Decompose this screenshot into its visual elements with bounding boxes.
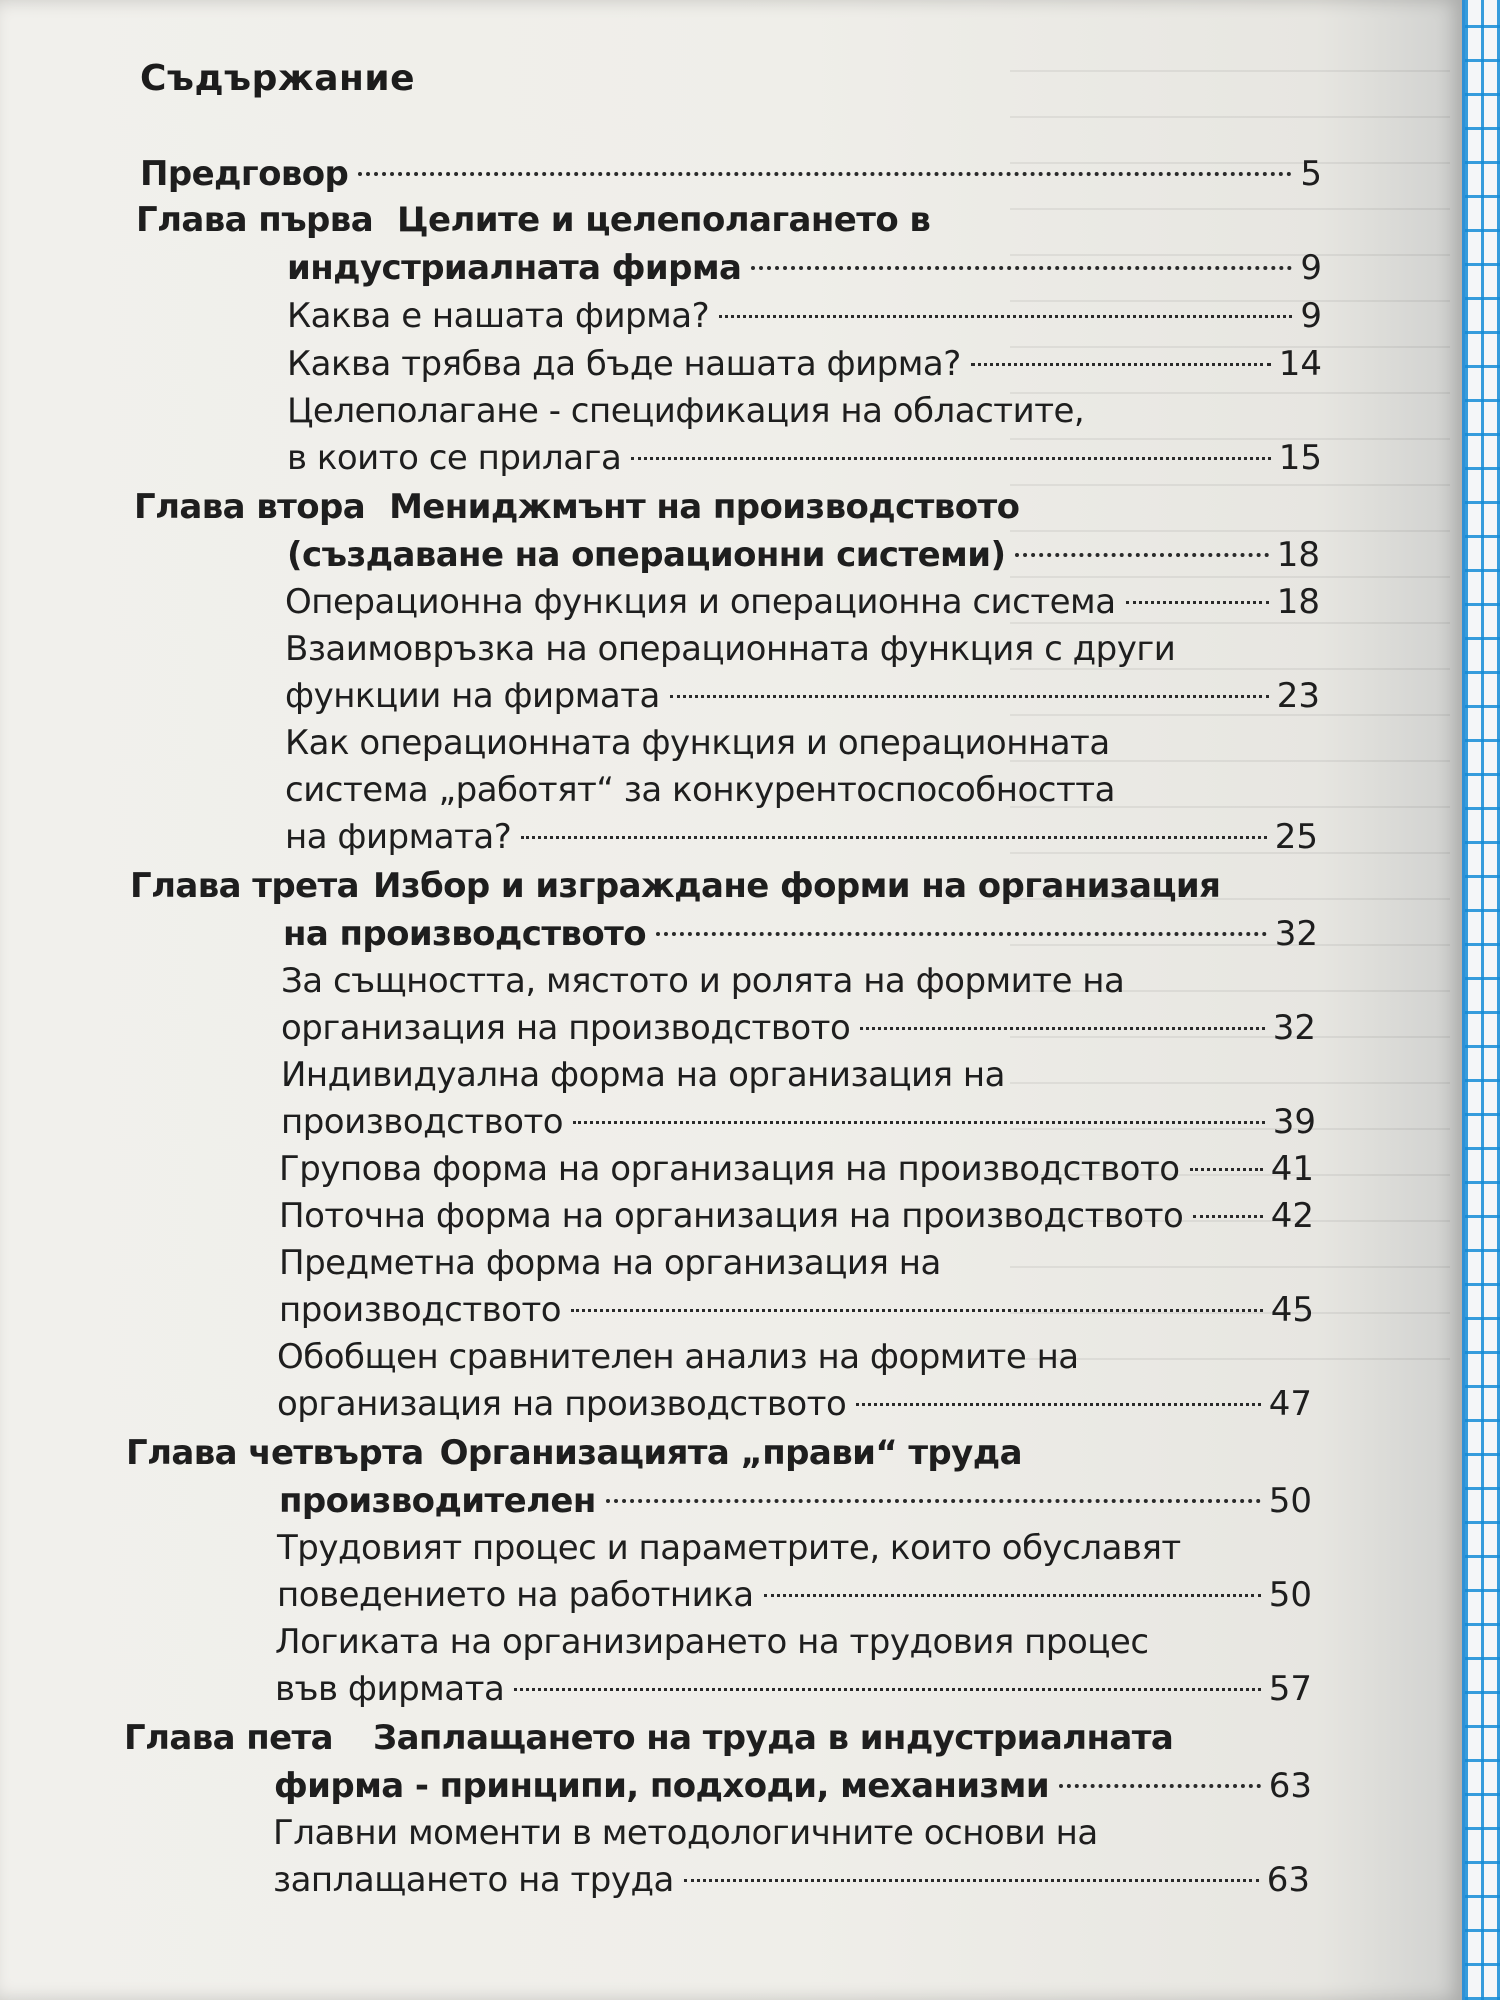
toc-entry <box>281 1100 1316 1144</box>
toc-entry-line <box>277 1335 1079 1379</box>
toc-entry <box>281 1006 1316 1050</box>
dot-leader <box>971 363 1271 366</box>
dot-leader <box>1015 553 1268 557</box>
dot-leader <box>1193 1215 1262 1218</box>
toc-entry-line <box>285 768 1115 812</box>
page-number: 32 <box>1274 914 1318 954</box>
page-number: 50 <box>1268 1575 1312 1615</box>
toc-entry <box>287 294 1322 338</box>
page-number: 9 <box>1300 248 1322 288</box>
toc-entry <box>287 342 1322 386</box>
toc-entry <box>287 246 1322 290</box>
toc-entry <box>279 1288 1314 1332</box>
page-number: 32 <box>1272 1008 1316 1048</box>
entry-title: производителен <box>279 1481 596 1521</box>
dot-leader <box>514 1688 1260 1691</box>
entry-title: Целите и целеполагането в <box>397 200 931 240</box>
page-number: 14 <box>1278 344 1322 384</box>
dot-leader <box>358 172 1292 176</box>
page-number: 47 <box>1268 1384 1312 1424</box>
toc-entry <box>285 674 1320 718</box>
toc-entry <box>283 912 1318 956</box>
toc-entry <box>285 815 1318 859</box>
entry-title: производството <box>281 1102 564 1142</box>
entry-title: (създаване на операционни системи) <box>287 535 1006 575</box>
dot-leader <box>521 836 1266 839</box>
page-number: 41 <box>1270 1149 1314 1189</box>
toc-entry-line <box>281 1053 1005 1097</box>
toc-entry-line <box>275 1620 1149 1664</box>
dot-leader <box>571 1309 1263 1312</box>
dot-leader <box>573 1121 1265 1124</box>
entry-title: система „работят“ за конкурентоспособността <box>285 770 1115 810</box>
toc-entry-line <box>285 627 1175 671</box>
entry-title: Обобщен сравнителен анализ на формите на <box>277 1337 1079 1377</box>
entry-title: Предговор <box>140 154 349 194</box>
toc-entry <box>279 1194 1314 1238</box>
toc-entry <box>140 152 1322 196</box>
entry-title: Как операционната функция и операционната <box>285 723 1110 763</box>
entry-title: индустриалната фирма <box>287 248 742 288</box>
chapter-label: Глава първа <box>136 200 374 240</box>
dot-leader <box>1126 601 1269 604</box>
entry-title: Групова форма на организация на производството <box>279 1149 1180 1189</box>
entry-title: заплащането на труда <box>273 1860 674 1900</box>
entry-title: в които се прилага <box>287 438 622 478</box>
entry-title: функции на фирмата <box>285 676 660 716</box>
dot-leader <box>684 1879 1259 1882</box>
toc-entry <box>285 580 1320 624</box>
entry-title: Взаимовръзка на операционната функция с други <box>285 629 1176 669</box>
toc-entry-line <box>279 1241 941 1285</box>
dot-leader <box>856 1403 1260 1406</box>
toc-entry <box>277 1382 1312 1426</box>
page-number: 57 <box>1268 1669 1312 1709</box>
entry-title: Каква е нашата фирма? <box>287 296 710 336</box>
toc-entry-line <box>285 721 1110 765</box>
page-number: 25 <box>1274 817 1318 857</box>
toc-entry <box>273 1858 1310 1902</box>
entry-title: Трудовият процес и параметрите, които обуславят <box>277 1528 1181 1568</box>
toc-chapter-heading <box>124 1716 1173 1760</box>
toc-entry <box>287 533 1320 577</box>
entry-title: поведението на работника <box>277 1575 754 1615</box>
chapter-label: Глава втора <box>134 487 366 527</box>
page-number: 45 <box>1270 1290 1314 1330</box>
entry-title: Организацията „прави“ труда <box>439 1433 1022 1473</box>
dot-leader <box>751 266 1292 270</box>
toc-chapter-heading <box>134 485 1019 529</box>
dot-leader <box>764 1594 1261 1597</box>
entry-title: Главни моменти в методологичните основи на <box>273 1813 1098 1853</box>
toc-entry-line <box>277 1526 1181 1570</box>
toc-entry-line <box>281 959 1124 1003</box>
toc-entry-line <box>287 389 1084 433</box>
page-number: 9 <box>1300 296 1322 336</box>
page-number: 5 <box>1300 154 1322 194</box>
entry-title: Целеполагане - спецификация на областите, <box>287 391 1085 431</box>
page-number: 50 <box>1268 1481 1312 1521</box>
toc-entry-line <box>273 1811 1098 1855</box>
entry-title: на производството <box>283 914 646 954</box>
dot-leader <box>1190 1168 1263 1171</box>
chapter-label: Глава пета <box>124 1718 334 1758</box>
entry-title: Каква трябва да бъде нашата фирма? <box>287 344 961 384</box>
dot-leader <box>670 695 1269 698</box>
page-number: 42 <box>1270 1196 1314 1236</box>
toc-entry <box>279 1147 1314 1191</box>
dot-leader <box>656 932 1267 936</box>
entry-title: Предметна форма на организация на <box>279 1243 941 1283</box>
toc-entry <box>275 1667 1312 1711</box>
toc-chapter-heading <box>136 198 930 242</box>
page-number: 15 <box>1278 438 1322 478</box>
dot-leader <box>1059 1784 1261 1788</box>
entry-title: на фирмата? <box>285 817 512 857</box>
entry-title: Избор и изграждане форми на организация <box>372 866 1221 906</box>
page-number: 63 <box>1268 1766 1312 1806</box>
entry-title: Логиката на организирането на трудовия процес <box>275 1622 1149 1662</box>
entry-title: фирма - принципи, подходи, механизми <box>274 1766 1050 1806</box>
entry-title: производството <box>279 1290 562 1330</box>
toc-chapter-heading <box>126 1431 1022 1475</box>
toc-entry <box>277 1573 1312 1617</box>
toc-entry <box>274 1764 1312 1808</box>
page-title: Съдържание <box>140 58 415 99</box>
page-number: 63 <box>1266 1860 1310 1900</box>
dot-leader <box>860 1027 1264 1030</box>
dot-leader <box>631 457 1270 460</box>
entry-title: организация на производството <box>281 1008 851 1048</box>
chapter-label: Глава четвърта <box>126 1433 424 1473</box>
page-number: 23 <box>1276 676 1320 716</box>
toc-entry <box>279 1479 1312 1523</box>
entry-title: Мениджмънт на производството <box>389 487 1020 527</box>
entry-title: За същността, мястото и ролята на формите на <box>281 961 1125 1001</box>
toc-chapter-heading <box>130 864 1220 908</box>
entry-title: Индивидуална форма на организация на <box>281 1055 1005 1095</box>
dot-leader <box>719 315 1292 318</box>
entry-title: организация на производството <box>277 1384 847 1424</box>
entry-title: във фирмата <box>275 1669 505 1709</box>
toc-entry <box>287 436 1322 480</box>
dot-leader <box>606 1499 1261 1503</box>
page-number: 18 <box>1276 535 1320 575</box>
entry-title: Поточна форма на организация на производството <box>279 1196 1184 1236</box>
page-number: 18 <box>1276 582 1320 622</box>
page-number: 39 <box>1272 1102 1316 1142</box>
chapter-label: Глава трета <box>130 866 359 906</box>
entry-title: Операционна функция и операционна система <box>285 582 1116 622</box>
entry-title: Заплащането на труда в индустриалната <box>373 1718 1174 1758</box>
